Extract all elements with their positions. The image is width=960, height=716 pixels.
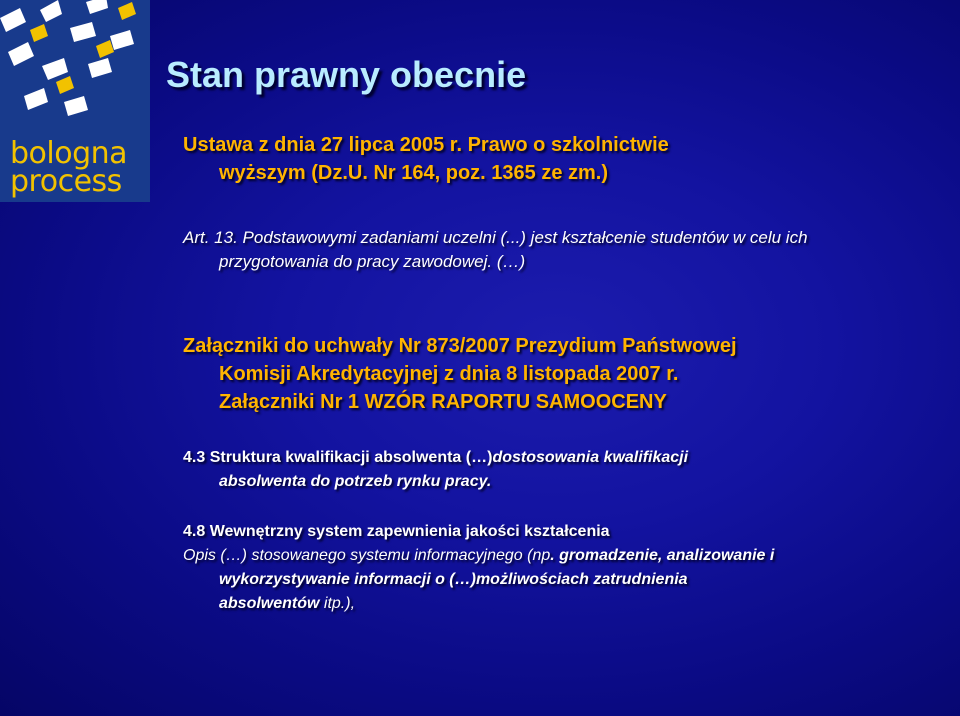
logo-text-bologna: bologna xyxy=(10,136,128,171)
section-4-3-line-1 xyxy=(183,446,688,470)
section-4-8-heading: 4.8 Wewnętrzny system zapewnienia jakości kształcenia xyxy=(183,523,610,540)
section-4-8-line-1-normal: Opis (…) stosowanego systemu informacyjnego (np xyxy=(183,547,551,564)
art-13-line-1: Art. 13. Podstawowymi zadaniami uczelni (...) jest kształcenie studentów w celu ich xyxy=(183,228,808,247)
section-4-8-line-3-bold: absolwentów xyxy=(219,595,324,612)
art-13-block xyxy=(183,226,808,274)
logo-text-process: process xyxy=(10,164,122,199)
ustawa-line-1: Ustawa z dnia 27 lipca 2005 r. Prawo o szkolnictwie xyxy=(183,134,669,156)
section-4-8-line-3 xyxy=(183,592,774,616)
zalaczniki-line-1: Załączniki do uchwały Nr 873/2007 Prezydium Państwowej xyxy=(183,335,737,357)
logo-star-marks xyxy=(0,0,134,116)
section-4-8-block xyxy=(183,520,774,616)
section-4-3-prefix: 4.3 Struktura kwalifikacji absolwenta (…) xyxy=(183,449,493,466)
art-13-line-2: przygotowania do pracy zawodowej. (…) xyxy=(219,252,526,271)
ustawa-line-2: wyższym (Dz.U. Nr 164, poz. 1365 ze zm.) xyxy=(219,162,609,184)
section-4-3-line-2: absolwenta do potrzeb rynku pracy. xyxy=(219,473,492,490)
section-4-8-line-1 xyxy=(183,544,774,568)
section-4-3-block xyxy=(183,446,688,494)
bologna-process-logo xyxy=(0,0,150,202)
zalaczniki-line-2: Komisji Akredytacyjnej z dnia 8 listopada 2007 r. xyxy=(219,363,679,385)
ustawa-block xyxy=(183,131,669,187)
section-4-8-line-2: wykorzystywanie informacji o (…)możliwościach zatrudnienia xyxy=(219,571,688,588)
section-4-8-line-3-normal: itp.), xyxy=(323,595,356,612)
zalaczniki-line-3: Załączniki Nr 1 WZÓR RAPORTU SAMOOCENY xyxy=(219,391,667,413)
section-4-8-line-1-bold: . gromadzenie, analizowanie i xyxy=(550,547,775,564)
logo-graphic xyxy=(0,0,150,140)
section-4-3-italic: dostosowania kwalifikacji xyxy=(492,449,689,466)
zalaczniki-block xyxy=(183,332,737,416)
slide-title: Stan prawny obecnie xyxy=(166,54,527,95)
